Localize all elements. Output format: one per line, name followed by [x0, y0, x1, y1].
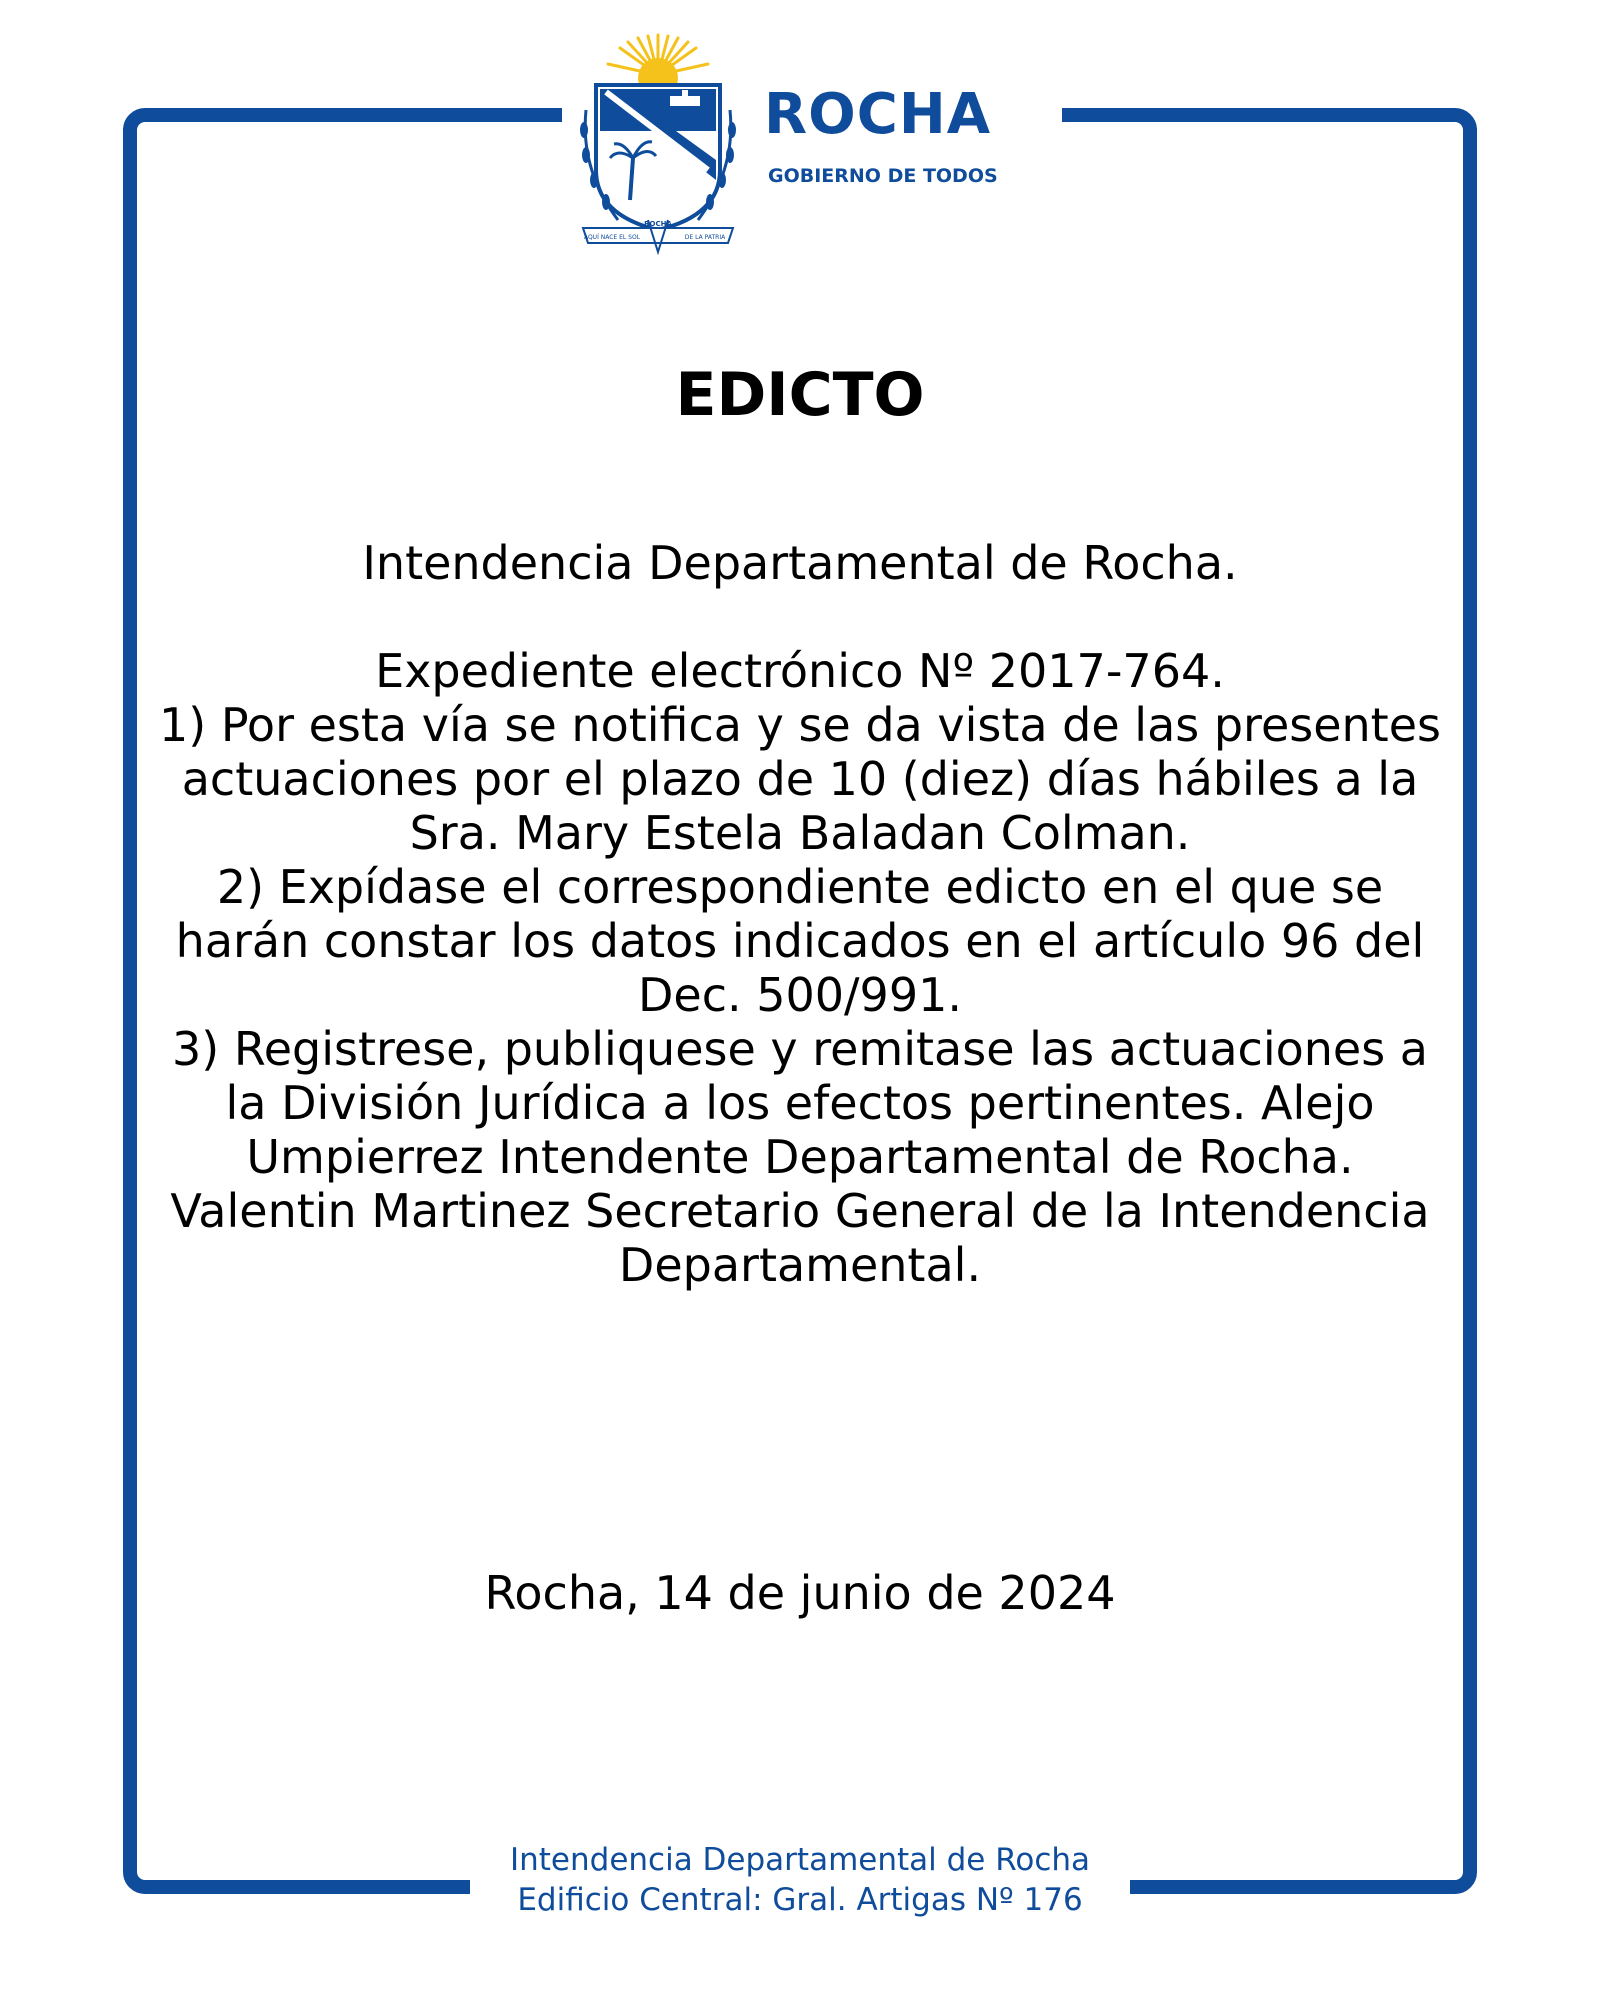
- edict-paragraph: Expediente electrónico Nº 2017-764.: [375, 644, 1225, 698]
- document-date: Rocha, 14 de junio de 2024: [484, 1566, 1116, 1620]
- edict-paragraph: 1) Por esta vía se notifica y se da vista de las presentes actuaciones por el plazo de 10 (diez) días hábiles a la Sra. Mary Estela Baladan Colman.: [159, 698, 1441, 860]
- edict-body: [150, 644, 1450, 1292]
- date-line: [150, 1566, 1450, 1620]
- header: [562, 20, 1062, 260]
- footer-address: Edificio Central: Gral. Artigas Nº 176: [517, 1882, 1083, 1918]
- crest-motto-left: AQUÍ NACE EL SOL: [583, 234, 641, 241]
- footer: [470, 1840, 1130, 1940]
- ribbon-banner: [583, 220, 733, 252]
- crest-motto-right: DE LA PATRIA: [684, 234, 726, 241]
- edict-paragraph: 3) Registrese, publiquese y remitase las actuaciones a la División Jurídica a los efectos pertinentes. Alejo Umpierrez Intendente Departamental de Rocha. Valentin Martinez Secretario General de la Intendencia Departamental.: [170, 1022, 1430, 1292]
- institution-line: [150, 536, 1450, 590]
- brand-tagline: GOBIERNO DE TODOS: [768, 165, 998, 187]
- edict-paragraph: 2) Expídase el correspondiente edicto en el que se harán constar los datos indicados en el artículo 96 del Dec. 500/991.: [175, 860, 1425, 1022]
- rocha-crest-logo: [578, 30, 738, 255]
- shield-icon: [596, 85, 720, 230]
- brand-name: ROCHA: [764, 82, 992, 147]
- crest-center-label: ROCHA: [644, 220, 672, 228]
- footer-institution: Intendencia Departamental de Rocha: [509, 1842, 1091, 1878]
- document-title: EDICTO: [675, 360, 925, 430]
- institution-text: Intendencia Departamental de Rocha.: [362, 536, 1238, 590]
